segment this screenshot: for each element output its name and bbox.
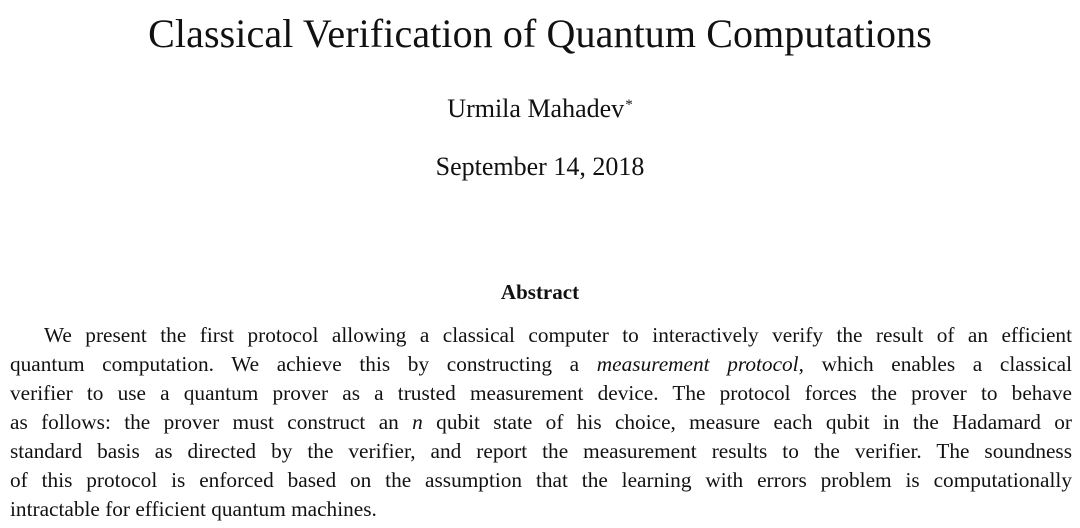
abstract-line: standard basis as directed by the verifier, and report the measurement results to the verifier. The soundness xyxy=(10,439,1072,463)
abstract-line: verifier to use a quantum prover as a trusted measurement device. The protocol forces the prover to behave xyxy=(10,381,1072,405)
paper-title: Classical Verification of Quantum Computations xyxy=(148,11,932,56)
author-name: Urmila Mahadev xyxy=(447,94,625,123)
abstract-text-segment: qubit state of his choice, measure each qubit in the Hadamard or xyxy=(436,410,1073,434)
abstract-heading: Abstract xyxy=(500,280,580,304)
abstract-text-segment: , which enables a classical xyxy=(798,352,1073,376)
abstract-text-segment: quantum computation. We achieve this by constructing a xyxy=(10,352,580,376)
abstract-math-variable: n xyxy=(412,410,423,434)
author-line xyxy=(0,92,1080,126)
abstract-emphasis: measurement protocol xyxy=(596,352,799,376)
abstract-line xyxy=(10,350,1072,379)
abstract-line xyxy=(10,408,1072,437)
abstract-body xyxy=(10,321,1072,524)
abstract-line: intractable for efficient quantum machines. xyxy=(10,497,377,521)
paper-date: September 14, 2018 xyxy=(435,152,645,181)
abstract-text-segment: as follows: the prover must construct an xyxy=(10,410,399,434)
abstract-line: of this protocol is enforced based on the assumption that the learning with errors problem is computationally xyxy=(10,468,1072,492)
author-footnote-mark: * xyxy=(625,97,633,113)
abstract-line: We present the first protocol allowing a classical computer to interactively verify the result of an efficient xyxy=(44,323,1072,347)
